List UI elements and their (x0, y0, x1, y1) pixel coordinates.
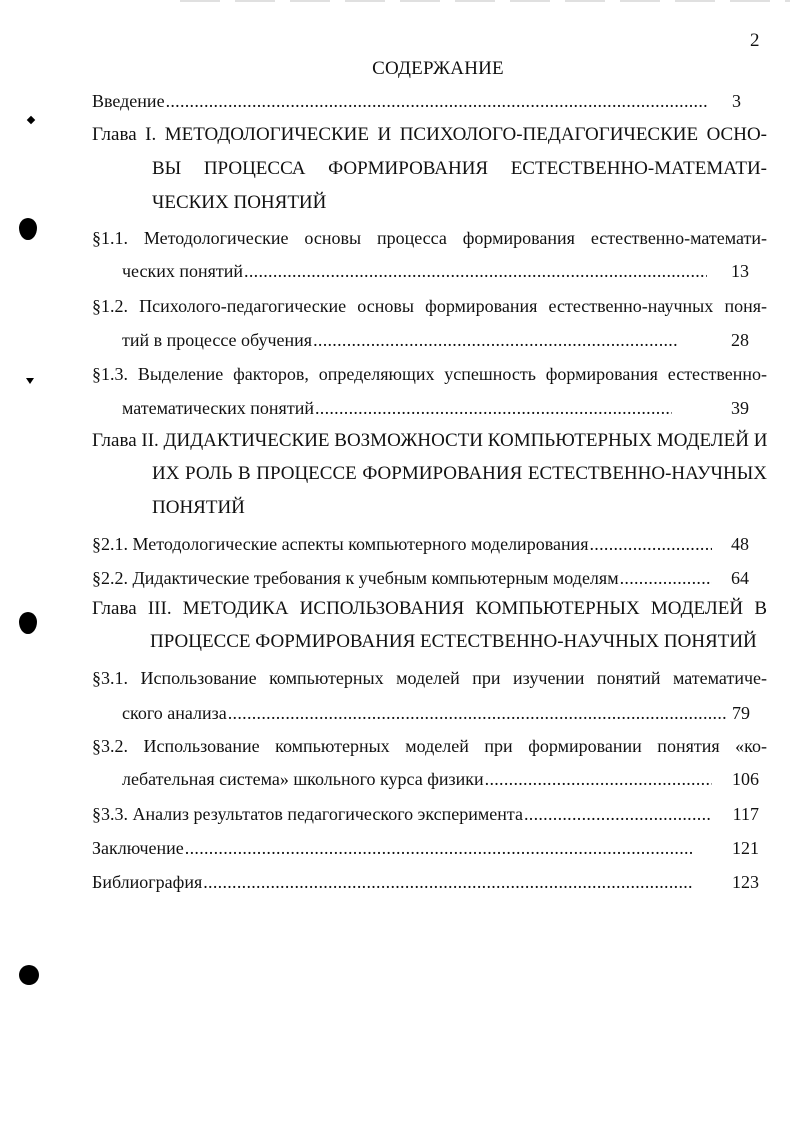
toc-entry-label: тий в процессе обучения (122, 330, 313, 350)
punch-hole-mark (19, 612, 37, 634)
toc-page-number: 13 (731, 261, 749, 281)
toc-entry-1-3[interactable] (122, 398, 672, 419)
dot-leader (166, 91, 707, 112)
toc-entry-intro[interactable] (92, 91, 707, 112)
toc-entry-1-1-line-1[interactable]: §1.1. Методологические основы процесса формирования естественно-математи- (92, 228, 767, 248)
punch-hole-mark (19, 218, 37, 240)
toc-page-number: 123 (732, 872, 759, 892)
toc-entry-label: Введение (92, 91, 165, 111)
toc-entry-conclusion[interactable] (92, 838, 692, 859)
dot-leader (244, 261, 707, 282)
chapter-1-line-3[interactable]: ЧЕСКИХ ПОНЯТИЙ (152, 192, 327, 213)
chapter-2-line-1[interactable]: Глава II. ДИДАКТИЧЕСКИЕ ВОЗМОЖНОСТИ КОМПЬЮТЕРНЫХ МОДЕЛЕЙ И (92, 430, 768, 451)
scan-artifact-top (180, 0, 790, 2)
toc-entry-3-1-line-1[interactable]: §3.1. Использование компьютерных моделей при изучении понятий математиче- (92, 668, 767, 688)
toc-page-number: 28 (731, 330, 749, 350)
toc-entry-label: ческих понятий (122, 261, 244, 281)
page-number: 2 (750, 30, 760, 51)
dot-leader (524, 804, 712, 825)
toc-entry-2-1[interactable] (92, 534, 712, 555)
toc-page-number: 39 (731, 398, 749, 418)
toc-entry-3-2-line-1[interactable]: §3.2. Использование компьютерных моделей при формировании понятия «ко- (92, 736, 767, 756)
chapter-3-line-1[interactable]: Глава III. МЕТОДИКА ИСПОЛЬЗОВАНИЯ КОМПЬЮТЕРНЫХ МОДЕЛЕЙ В (92, 598, 767, 619)
toc-entry-label: Библиография (92, 872, 203, 892)
dot-leader (203, 872, 692, 893)
toc-entry-label: Заключение (92, 838, 184, 858)
toc-entry-label: §2.2. Дидактические требования к учебным компьютерным моделям (92, 568, 619, 588)
toc-entry-bibliography[interactable] (92, 872, 692, 893)
scan-mark (26, 378, 34, 384)
toc-entry-1-2[interactable] (122, 330, 677, 351)
chapter-3-line-2[interactable]: ПРОЦЕССЕ ФОРМИРОВАНИЯ ЕСТЕСТВЕННО-НАУЧНЫХ ПОНЯТИЙ (150, 631, 757, 652)
toc-page-number: 106 (732, 769, 759, 789)
dot-leader (315, 398, 672, 419)
toc-entry-label: ского анализа (122, 703, 227, 723)
punch-hole-mark (19, 965, 39, 985)
toc-entry-1-3-line-1[interactable]: §1.3. Выделение факторов, определяющих успешность формирования естественно- (92, 364, 767, 384)
chapter-2-line-3[interactable]: ПОНЯТИЙ (152, 497, 245, 518)
toc-entry-label: лебательная система» школьного курса физики (122, 769, 484, 789)
toc-entry-3-1[interactable] (122, 703, 727, 724)
toc-entry-label: §2.1. Методологические аспекты компьютерного моделирования (92, 534, 589, 554)
chapter-2-line-2[interactable]: ИХ РОЛЬ В ПРОЦЕССЕ ФОРМИРОВАНИЯ ЕСТЕСТВЕННО-НАУЧНЫХ (152, 463, 767, 484)
dot-leader (485, 769, 712, 790)
chapter-1-line-2[interactable]: ВЫ ПРОЦЕССА ФОРМИРОВАНИЯ ЕСТЕСТВЕННО-МАТЕМАТИ- (152, 158, 767, 179)
dot-leader (313, 330, 677, 351)
toc-entry-3-2[interactable] (122, 769, 712, 790)
scan-mark (27, 116, 35, 124)
toc-page-number: 121 (732, 838, 759, 858)
toc-entry-label: математических понятий (122, 398, 314, 418)
dot-leader (228, 703, 727, 724)
toc-page-number: 117 (732, 804, 759, 824)
dot-leader (185, 838, 692, 859)
toc-entry-1-2-line-1[interactable]: §1.2. Психолого-педагогические основы формирования естественно-научных поня- (92, 296, 767, 316)
toc-entry-1-1[interactable] (122, 261, 707, 282)
toc-entry-2-2[interactable] (92, 568, 712, 589)
toc-page-number: 64 (731, 568, 749, 588)
toc-page-number: 48 (731, 534, 749, 554)
toc-entry-3-3[interactable] (92, 804, 712, 825)
toc-page-number: 79 (732, 703, 750, 723)
chapter-1-line-1[interactable]: Глава I. МЕТОДОЛОГИЧЕСКИЕ И ПСИХОЛОГО-ПЕДАГОГИЧЕСКИЕ ОСНО- (92, 124, 767, 145)
page-title: СОДЕРЖАНИЕ (372, 58, 504, 79)
toc-page-number: 3 (732, 91, 741, 111)
toc-entry-label: §3.3. Анализ результатов педагогического эксперимента (92, 804, 523, 824)
